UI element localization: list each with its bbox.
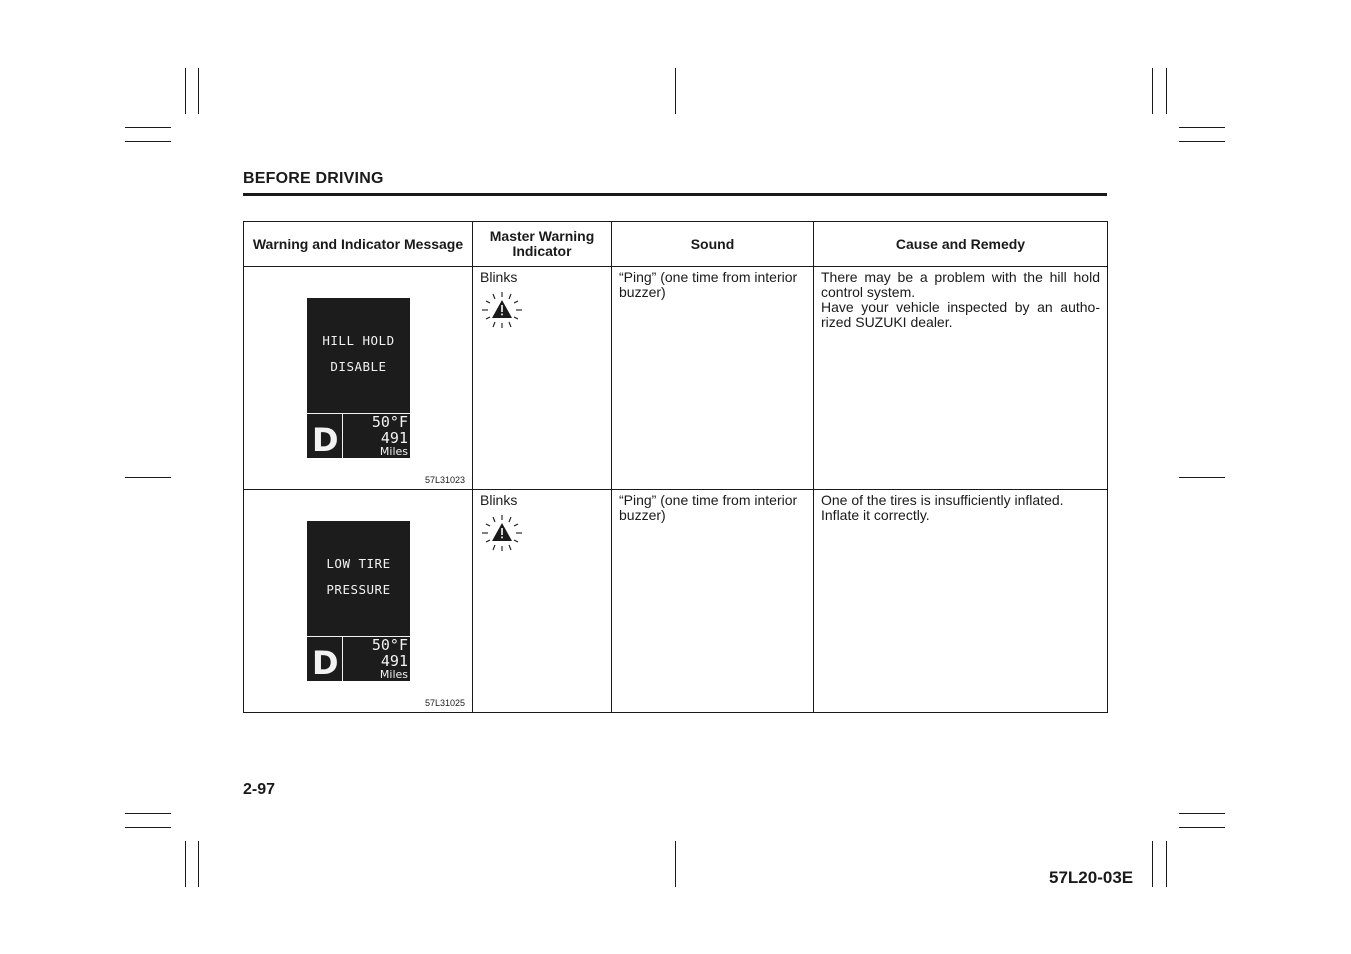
- indicator-cell: [473, 490, 612, 713]
- outside-temperature: 50°F: [371, 636, 408, 654]
- crop-mark: [675, 68, 676, 114]
- info-display-illustration: [307, 298, 410, 458]
- crop-mark: [1179, 813, 1225, 814]
- message-display-cell: [244, 490, 473, 713]
- display-message-line: HILL HOLD: [322, 333, 395, 348]
- table-row: [244, 490, 1108, 713]
- info-display-illustration: [307, 521, 410, 681]
- display-divider: [342, 636, 343, 681]
- page-number: 2-97: [243, 781, 276, 798]
- crop-mark: [1152, 68, 1153, 114]
- crop-mark: [185, 68, 186, 114]
- sound-cell: “Ping” (one time from interior buzzer): [612, 490, 814, 713]
- crop-mark: [125, 127, 171, 128]
- cause-text: There may be a problem with the hill hold control system.: [821, 269, 1100, 300]
- warning-table: [243, 221, 1108, 713]
- odometer-unit: Miles: [379, 445, 408, 458]
- column-header-sound: Sound: [612, 222, 814, 267]
- gear-position: D: [312, 421, 339, 459]
- column-header-cause: Cause and Remedy: [814, 222, 1108, 267]
- crop-mark: [125, 813, 171, 814]
- crop-mark: [125, 141, 171, 142]
- crop-mark: [1179, 827, 1225, 828]
- crop-mark: [1179, 141, 1225, 142]
- cause-remedy-cell: [814, 267, 1108, 490]
- sound-cell: “Ping” (one time from interior buzzer): [612, 267, 814, 490]
- table-row: [244, 267, 1108, 490]
- master-warning-icon: [480, 290, 524, 330]
- indicator-status: Blinks: [480, 492, 518, 508]
- crop-mark: [1166, 68, 1167, 114]
- display-message-line: DISABLE: [330, 359, 387, 374]
- section-rule: [243, 193, 1107, 196]
- crop-mark: [185, 841, 186, 887]
- crop-mark: [1166, 841, 1167, 887]
- master-warning-icon: [480, 513, 524, 553]
- remedy-text: Have your vehicle inspected by an autho-rized SUZUKI dealer.: [821, 299, 1100, 330]
- crop-mark: [675, 841, 676, 887]
- outside-temperature: 50°F: [371, 413, 408, 431]
- figure-code: 57L31025: [424, 698, 465, 708]
- remedy-text: Inflate it correctly.: [821, 507, 930, 523]
- message-display-cell: [244, 267, 473, 490]
- crop-mark: [1152, 841, 1153, 887]
- display-message: [307, 551, 410, 603]
- column-header-indicator: Master Warning Indicator: [473, 222, 612, 267]
- section-title: BEFORE DRIVING: [243, 170, 384, 187]
- crop-mark: [198, 68, 199, 114]
- crop-mark: [125, 477, 171, 478]
- table-header-row: [244, 222, 1108, 267]
- crop-mark: [198, 841, 199, 887]
- crop-mark: [1179, 477, 1225, 478]
- display-message: [307, 328, 410, 380]
- cause-text: One of the tires is insufficiently inflated.: [821, 492, 1064, 508]
- figure-code: 57L31023: [424, 475, 465, 485]
- gear-position: D: [312, 644, 339, 682]
- display-message-line: LOW TIRE: [326, 556, 391, 571]
- odometer-value: 491: [380, 652, 408, 670]
- odometer-unit: Miles: [379, 668, 408, 681]
- cause-remedy-cell: [814, 490, 1108, 713]
- display-message-line: PRESSURE: [326, 582, 391, 597]
- odometer-value: 491: [380, 429, 408, 447]
- column-header-message: Warning and Indicator Message: [244, 222, 473, 267]
- crop-mark: [125, 827, 171, 828]
- crop-mark: [1179, 127, 1225, 128]
- document-code: 57L20-03E: [1049, 868, 1134, 887]
- display-divider: [342, 413, 343, 458]
- indicator-cell: [473, 267, 612, 490]
- indicator-status: Blinks: [480, 269, 518, 285]
